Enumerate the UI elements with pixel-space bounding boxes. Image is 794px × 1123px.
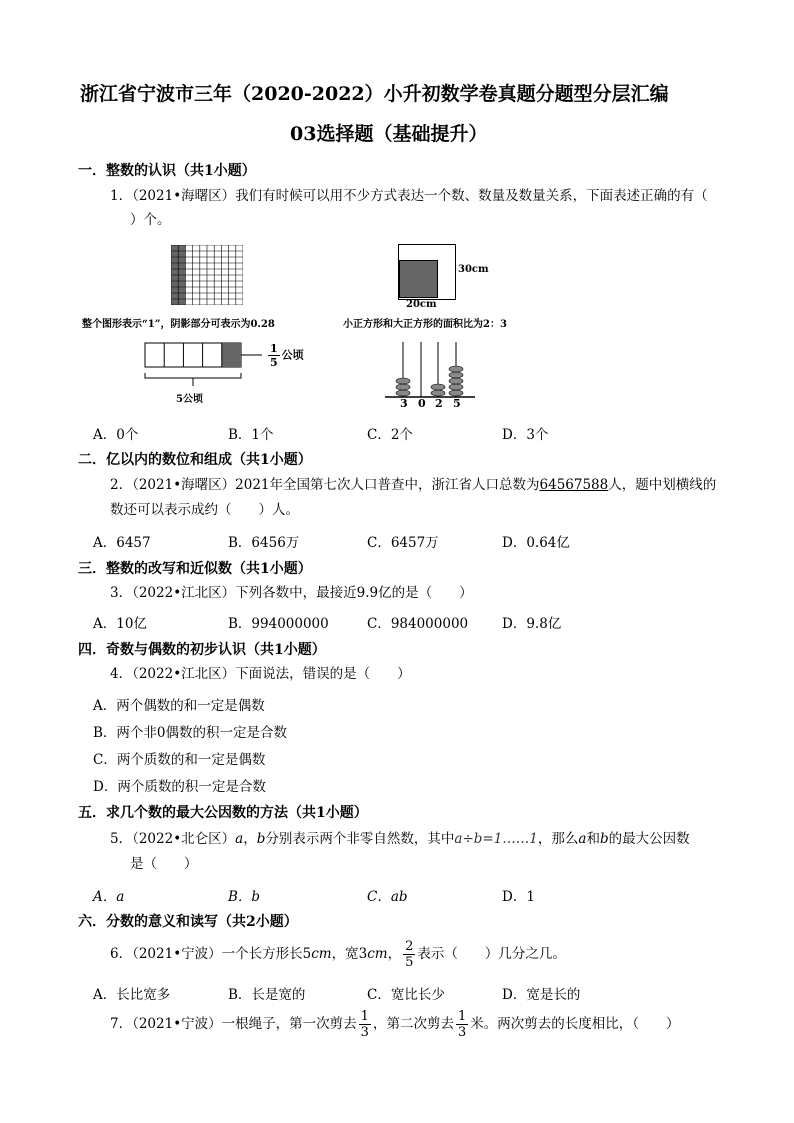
section-heading-1: 一．整数的认识（共1小题） xyxy=(78,163,256,179)
q3-text: 3．（2022•江北区）下列各数中，最接近9.9亿的是（ ） xyxy=(110,585,473,601)
q4-option-a[interactable]: A．两个偶数的和一定是偶数 xyxy=(93,698,265,714)
q7-text: 7．（2021•宁波）一根绳子，第一次剪去 $\frac{1}{3}$ ，第二次剪去 $\frac{1}{3}$ 米。两次剪去的长度相比，（ ） xyxy=(110,1009,680,1040)
page-title-line1: 浙江省宁波市三年（2020-2022）小升初数学卷真题分题型分层汇编 xyxy=(80,83,669,105)
q6-text: 6．（2021•宁波）一个长方形长5cm，宽3cm， $\frac{2}{5}$ 表示（ ）几分之几。 xyxy=(110,939,566,970)
section-heading-6: 六．分数的意义和读写（共2小题） xyxy=(78,914,298,930)
q4-option-b[interactable]: B．两个非0偶数的积一定是合数 xyxy=(93,725,288,741)
q5-option-b[interactable]: B．b xyxy=(228,889,261,905)
section-heading-3: 三．整数的改写和近似数（共1小题） xyxy=(78,561,312,577)
q1-fig2-side-label: 30cm xyxy=(458,264,489,275)
q1-abacus-digit-3: 2 xyxy=(435,397,443,410)
q1-grid-figure xyxy=(171,245,243,305)
q1-text-line1: 1．（2021•海曙区）我们有时候可以用不少方式表达一个数、数量及数量关系，下面表述正确的有（ xyxy=(110,188,708,204)
q1-option-d[interactable]: D．3个 xyxy=(502,427,549,443)
q1-text-line2: ）个。 xyxy=(130,212,171,228)
q1-option-c[interactable]: C．2个 xyxy=(367,427,413,443)
q4-option-c[interactable]: C．两个质数的和一定是偶数 xyxy=(93,752,266,768)
q1-fig2-caption: 小正方形和大正方形的面积比为2：3 xyxy=(343,319,507,330)
q2-text-line2: 数还可以表示成约（ ）人。 xyxy=(110,502,299,518)
q2-text-line1: 2．（2021•海曙区）2021年全国第七次人口普查中，浙江省人口总数为64567588人，题中划横线的 xyxy=(110,477,717,493)
q4-option-d[interactable]: D．两个质数的积一定是合数 xyxy=(93,779,266,795)
q1-option-b[interactable]: B．1个 xyxy=(228,427,274,443)
q6-option-b[interactable]: B．长是宽的 xyxy=(228,987,306,1003)
q1-abacus-digit-1: 3 xyxy=(400,397,408,410)
q3-option-b[interactable]: B．994000000 xyxy=(228,616,329,632)
q3-option-d[interactable]: D．9.8亿 xyxy=(502,616,562,632)
section-heading-2: 二．亿以内的数位和组成（共1小题） xyxy=(78,452,312,468)
q1-small-square xyxy=(399,260,438,298)
section-heading-4: 四．奇数与偶数的初步认识（共1小题） xyxy=(78,642,326,658)
q2-option-d[interactable]: D．0.64亿 xyxy=(502,535,570,551)
q1-fig1-caption: 整个图形表示“1”，阴影部分可表示为0.28 xyxy=(82,319,275,330)
q6-option-c[interactable]: C．宽比长少 xyxy=(367,987,445,1003)
q5-option-a[interactable]: A．a xyxy=(93,889,125,905)
page-title-line2: 03选择题（基础提升） xyxy=(290,123,488,145)
q6-option-d[interactable]: D．宽是长的 xyxy=(502,987,581,1003)
q2-option-a[interactable]: A．6457 xyxy=(93,535,151,551)
q1-fig3-total: 5公顷 xyxy=(176,394,203,405)
q3-option-c[interactable]: C．984000000 xyxy=(367,616,469,632)
q6-option-a[interactable]: A．长比宽多 xyxy=(93,987,171,1003)
section-heading-5: 五．求几个数的最大公因数的方法（共1小题） xyxy=(78,805,368,821)
q1-fig3-fraction: $\frac{1}{5}$ 公顷 xyxy=(270,342,304,369)
q5-option-d[interactable]: D．1 xyxy=(502,889,535,905)
q1-option-a[interactable]: A．0个 xyxy=(93,427,139,443)
q1-strip-figure xyxy=(140,340,275,390)
q1-fig2-bottom-label: 20cm xyxy=(406,299,437,310)
q5-text-line2: 是（ ） xyxy=(130,856,198,872)
q3-option-a[interactable]: A．10亿 xyxy=(93,616,147,632)
q5-option-c[interactable]: C．ab xyxy=(367,889,408,905)
q4-text: 4．（2022•江北区）下面说法，错误的是（ ） xyxy=(110,666,411,682)
q1-abacus-digit-4: 5 xyxy=(453,397,461,410)
q2-option-c[interactable]: C．6457万 xyxy=(367,535,439,551)
q1-abacus-figure xyxy=(380,340,480,398)
q5-text-line1: 5．（2022•北仑区）a，b分别表示两个非零自然数，其中a÷b=1……1，那么a和b的最大公因数 xyxy=(110,831,690,847)
q1-abacus-digit-2: 0 xyxy=(418,397,426,410)
q2-option-b[interactable]: B．6456万 xyxy=(228,535,300,551)
